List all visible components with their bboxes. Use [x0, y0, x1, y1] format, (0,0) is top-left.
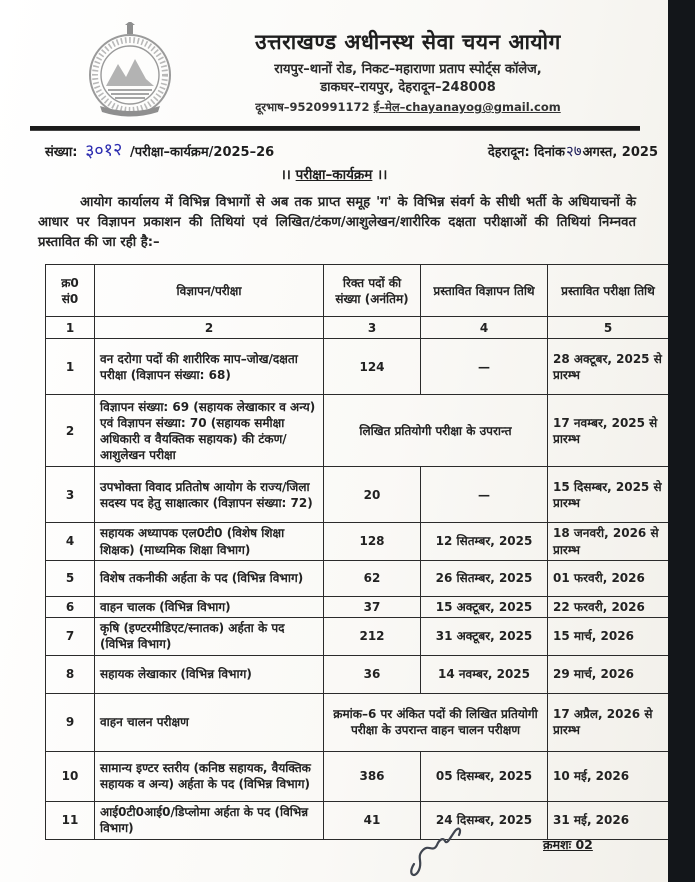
cell-exam-date: 10 मई, 2026: [548, 751, 669, 801]
contact-line: [188, 100, 628, 115]
reference-number: [45, 138, 274, 162]
cell-exam-name: विज्ञापन संख्या: 69 (सहायक लेखाकार व अन्य) एवं विज्ञापन संख्या: 70 (सहायक समीक्षा अधिकारी व वैयक्तिक सहायक) की टंकण/आशुलेखन परीक्षा: [95, 395, 324, 467]
email-address: ई–मेल–chayanayog@gmail.com: [373, 100, 561, 115]
letterhead: [0, 0, 668, 122]
column-number: 4: [421, 317, 548, 339]
organization-name: उत्तराखण्ड अधीनस्थ सेवा चयन आयोग: [255, 30, 561, 54]
table-row: [46, 560, 669, 596]
cell-ad-date: 15 अक्टूबर, 2025: [421, 596, 548, 617]
table-row: [46, 617, 669, 655]
reference-line: [45, 138, 658, 162]
place-date-prefix: देहरादून: दिनांक: [487, 145, 566, 160]
cell-exam-name: कृषि (इण्टरमीडिएट/स्नातक) अर्हता के पद (विभिन्न विभाग): [95, 617, 324, 655]
cell-vacancies: 212: [324, 617, 421, 655]
cell-exam-name: उपभोक्ता विवाद प्रतितोष आयोग के राज्य/जिला सदस्य पद हेतु साक्षात्कार (विज्ञापन संख्या: 72): [95, 467, 324, 523]
place-and-date: [488, 141, 658, 161]
header-vacant-posts: रिक्त पदों की संख्या (अनंतिम): [324, 265, 421, 317]
cell-merged-note: क्रमांक–6 पर अंकित पदों की लिखित प्रतियोगी परीक्षा के उपरान्त वाहन चालन परीक्षण: [324, 693, 548, 751]
header-proposed-exam-date: प्रस्तावित परीक्षा तिथि: [548, 265, 669, 317]
address-line-1: रायपुर–थानों रोड, निकट–महाराणा प्रताप स्पोर्ट्स कॉलेज,: [274, 62, 542, 77]
continuation-note: क्रमशः 02: [543, 837, 593, 852]
cell-exam-date: 18 जनवरी, 2026 से प्रारम्भ: [548, 523, 669, 560]
cell-serial: 8: [46, 655, 95, 693]
table-row: [46, 596, 669, 617]
cell-vacancies: 20: [324, 467, 421, 523]
column-number: 1: [46, 317, 95, 339]
address-line-2: डाकघर–रायपुर, देहरादून–248008: [320, 79, 496, 95]
header-advertisement-exam: विज्ञापन/परीक्षा: [95, 265, 324, 317]
cell-ad-date: 12 सितम्बर, 2025: [421, 523, 548, 560]
cell-exam-date: 15 मार्च, 2026: [548, 617, 669, 655]
cell-serial: 2: [46, 395, 95, 467]
cell-serial: 11: [46, 801, 95, 839]
cell-exam-name: आई0टी0आई0/डिप्लोमा अर्हता के पद (विभिन्न विभाग): [95, 801, 324, 839]
cell-ad-date: 24 दिसम्बर, 2025: [421, 801, 548, 839]
cell-serial: 7: [46, 617, 95, 655]
column-number-row: [46, 317, 669, 339]
cell-exam-date: 01 फरवरी, 2026: [548, 560, 669, 596]
letterhead-text: [188, 22, 668, 115]
table-row: [46, 395, 669, 467]
cell-vacancies: 386: [324, 751, 421, 801]
cell-serial: 9: [46, 693, 95, 751]
column-number: 3: [324, 317, 421, 339]
commission-seal-icon: [78, 22, 188, 122]
handwritten-date-number: २७: [565, 141, 583, 161]
title-open-danda: ।।: [280, 167, 291, 183]
cell-exam-name: सहायक लेखाकार (विभिन्न विभाग): [95, 655, 324, 693]
table-row: [46, 523, 669, 560]
cell-exam-date: 15 दिसम्बर, 2025 से प्रारम्भ: [548, 467, 669, 523]
cell-ad-date: —: [421, 467, 548, 523]
title-close-danda: ।।: [377, 167, 388, 183]
document-footer: [0, 812, 668, 882]
column-number: 5: [548, 317, 669, 339]
cell-serial: 3: [46, 467, 95, 523]
cell-exam-name: वाहन चालक (विभिन्न विभाग): [95, 596, 324, 617]
cell-exam-name: वाहन चालन परीक्षण: [95, 693, 324, 751]
scan-edge-strip: [668, 0, 695, 882]
table-row: [46, 693, 669, 751]
header-proposed-ad-date: प्रस्तावित विज्ञापन तिथि: [421, 265, 548, 317]
exam-schedule-table: [45, 264, 669, 840]
table-row: [46, 655, 669, 693]
table-row: [46, 467, 669, 523]
cell-vacancies: 62: [324, 560, 421, 596]
cell-ad-date: 26 सितम्बर, 2025: [421, 560, 548, 596]
cell-exam-date: 29 मार्च, 2026: [548, 655, 669, 693]
table-row: [46, 339, 669, 395]
cell-ad-date: 31 अक्टूबर, 2025: [421, 617, 548, 655]
cell-ad-date: 14 नवम्बर, 2025: [421, 655, 548, 693]
cell-serial: 5: [46, 560, 95, 596]
table-row: [46, 751, 669, 801]
cell-exam-date: 17 अप्रैल, 2026 से प्रारम्भ: [548, 693, 669, 751]
cell-vacancies: 128: [324, 523, 421, 560]
cell-exam-date: 28 अक्टूबर, 2025 से प्रारम्भ: [548, 339, 669, 395]
cell-serial: 10: [46, 751, 95, 801]
cell-vacancies: 37: [324, 596, 421, 617]
table-header-row: [46, 265, 669, 317]
reference-suffix: /परीक्षा–कार्यक्रम/2025–26: [130, 145, 275, 160]
cell-exam-name: वन दरोगा पदों की शारीरिक माप–जोख/दक्षता परीक्षा (विज्ञापन संख्या: 68): [95, 339, 324, 395]
cell-vacancies: 41: [324, 801, 421, 839]
date-suffix: अगस्त, 2025: [582, 145, 658, 160]
cell-merged-note: लिखित प्रतियोगी परीक्षा के उपरान्त: [324, 395, 548, 467]
cell-serial: 6: [46, 596, 95, 617]
cell-exam-date: 22 फरवरी, 2026: [548, 596, 669, 617]
cell-exam-date: 17 नवम्बर, 2025 से प्रारम्भ: [548, 395, 669, 467]
cell-exam-name: सामान्य इण्टर स्तरीय (कनिष्ठ सहायक, वैयक्तिक सहायक व अन्य) अर्हता के पद (विभिन्न विभाग): [95, 751, 324, 801]
cell-serial: 1: [46, 339, 95, 395]
title-text: परीक्षा–कार्यक्रम: [295, 167, 373, 183]
cell-ad-date: —: [421, 339, 548, 395]
cell-serial: 4: [46, 523, 95, 560]
intro-paragraph: आयोग कार्यालय में विभिन्न विभागों से अब तक प्राप्त समूह 'ग' के विभिन्न संवर्ग के सीधी भर्ती के अधियाचनों के आधार पर विज्ञापन प्रकाशन की तिथियां एवं लिखित/टंकण/आशुलेखन/शारीरिक दक्षता परीक्षाओं की तिथियां निम्नवत प्रस्तावित की जा रही है:–: [38, 195, 636, 250]
cell-vacancies: 124: [324, 339, 421, 395]
phone-number: दूरभाष–9520991172: [255, 100, 370, 115]
header-divider: [30, 126, 640, 131]
column-number: 2: [95, 317, 324, 339]
document-title: [0, 165, 668, 183]
header-serial-number: क्र0 सं0: [46, 265, 95, 317]
signature-icon: [398, 818, 470, 882]
address: [188, 61, 628, 96]
handwritten-reference-number: ३०१२: [84, 139, 124, 162]
cell-exam-name: विशेष तकनीकी अर्हता के पद (विभिन्न विभाग): [95, 560, 324, 596]
cell-exam-date: 31 मई, 2026: [548, 801, 669, 839]
cell-exam-name: सहायक अध्यापक एल0टी0 (विशेष शिक्षा शिक्षक) (माध्यमिक शिक्षा विभाग): [95, 523, 324, 560]
cell-vacancies: 36: [324, 655, 421, 693]
reference-prefix: संख्या:: [45, 145, 78, 160]
cell-ad-date: 05 दिसम्बर, 2025: [421, 751, 548, 801]
